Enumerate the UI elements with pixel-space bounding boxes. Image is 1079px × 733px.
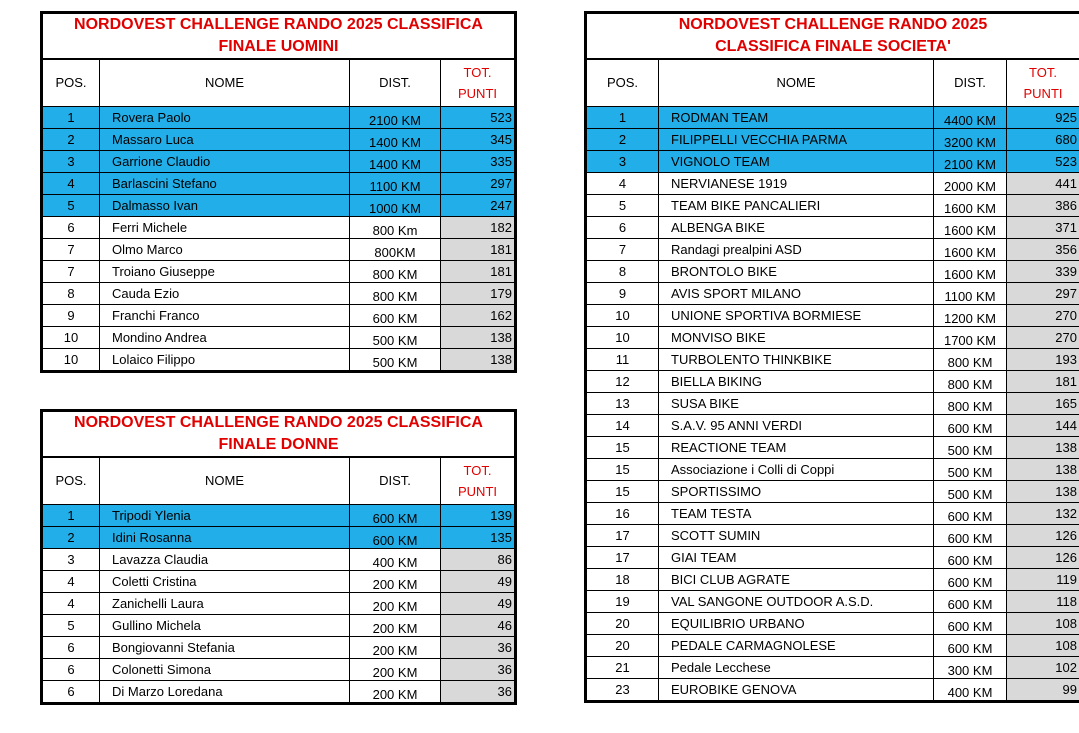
points-cell: 386 (1007, 195, 1079, 217)
header-pos: POS. (42, 59, 100, 107)
points-cell: 181 (1007, 371, 1079, 393)
points-cell: 126 (1007, 525, 1079, 547)
header-name: NOME (659, 59, 934, 107)
table-row (42, 129, 516, 151)
distance-cell: 200 KM (350, 637, 441, 659)
points-cell: 371 (1007, 217, 1079, 239)
distance-cell: 600 KM (934, 525, 1007, 547)
distance-cell: 500 KM (350, 349, 441, 372)
name-cell: TEAM TESTA (659, 503, 934, 525)
distance-cell: 1600 KM (934, 261, 1007, 283)
distance-cell: 500 KM (350, 327, 441, 349)
header-dist: DIST. (350, 457, 441, 505)
distance-cell: 2000 KM (934, 173, 1007, 195)
points-cell: 247 (441, 195, 516, 217)
rank-cell: 6 (586, 217, 659, 239)
rank-cell: 4 (586, 173, 659, 195)
points-cell: 138 (1007, 437, 1079, 459)
rank-cell: 7 (586, 239, 659, 261)
rank-cell: 11 (586, 349, 659, 371)
rank-cell: 13 (586, 393, 659, 415)
table-row (586, 459, 1079, 481)
distance-cell: 600 KM (350, 505, 441, 527)
points-cell: 138 (441, 349, 516, 372)
women-title-line-1: NORDOVEST CHALLENGE RANDO 2025 CLASSIFICA (74, 414, 483, 431)
rank-cell: 4 (42, 173, 100, 195)
rank-cell: 23 (586, 679, 659, 702)
rank-cell: 20 (586, 635, 659, 657)
name-cell: RODMAN TEAM (659, 107, 934, 129)
table-row (42, 173, 516, 195)
name-cell: AVIS SPORT MILANO (659, 283, 934, 305)
table-row (42, 107, 516, 129)
table-row (42, 637, 516, 659)
header-name: NOME (100, 457, 350, 505)
name-cell: Tripodi Ylenia (100, 505, 350, 527)
table-row (42, 505, 516, 527)
rank-cell: 19 (586, 591, 659, 613)
name-cell: Cauda Ezio (100, 283, 350, 305)
rank-cell: 6 (42, 681, 100, 704)
distance-cell: 1100 KM (350, 173, 441, 195)
table-row (586, 283, 1079, 305)
rank-cell: 12 (586, 371, 659, 393)
distance-cell: 600 KM (934, 635, 1007, 657)
points-cell: 523 (441, 107, 516, 129)
rank-cell: 3 (586, 151, 659, 173)
distance-cell: 600 KM (350, 305, 441, 327)
table-row (42, 195, 516, 217)
table-row (586, 151, 1079, 173)
table-row (586, 503, 1079, 525)
name-cell: VIGNOLO TEAM (659, 151, 934, 173)
points-cell: 179 (441, 283, 516, 305)
name-cell: SCOTT SUMIN (659, 525, 934, 547)
table-row (42, 305, 516, 327)
distance-cell: 200 KM (350, 615, 441, 637)
table-row (586, 349, 1079, 371)
teams-ranking-table (584, 11, 1079, 703)
rank-cell: 10 (42, 327, 100, 349)
header-name: NOME (100, 59, 350, 107)
table-row (42, 349, 516, 372)
rank-cell: 5 (42, 615, 100, 637)
points-cell: 132 (1007, 503, 1079, 525)
distance-cell: 800 KM (350, 283, 441, 305)
rank-cell: 6 (42, 217, 100, 239)
name-cell: BRONTOLO BIKE (659, 261, 934, 283)
table-row (42, 327, 516, 349)
name-cell: Massaro Luca (100, 129, 350, 151)
points-cell: 108 (1007, 613, 1079, 635)
table-row (42, 239, 516, 261)
rank-cell: 15 (586, 481, 659, 503)
distance-cell: 200 KM (350, 659, 441, 681)
table-row (586, 173, 1079, 195)
name-cell: SUSA BIKE (659, 393, 934, 415)
points-cell: 135 (441, 527, 516, 549)
table-row (586, 305, 1079, 327)
points-cell: 925 (1007, 107, 1079, 129)
distance-cell: 800 KM (350, 261, 441, 283)
rank-cell: 16 (586, 503, 659, 525)
name-cell: Lavazza Claudia (100, 549, 350, 571)
name-cell: FILIPPELLI VECCHIA PARMA (659, 129, 934, 151)
rank-cell: 5 (42, 195, 100, 217)
rank-cell: 9 (42, 305, 100, 327)
points-cell: 139 (441, 505, 516, 527)
distance-cell: 600 KM (350, 527, 441, 549)
rank-cell: 21 (586, 657, 659, 679)
name-cell: REACTIONE TEAM (659, 437, 934, 459)
table-row (586, 129, 1079, 151)
name-cell: Ferri Michele (100, 217, 350, 239)
table-row (586, 569, 1079, 591)
distance-cell: 2100 KM (934, 151, 1007, 173)
women-ranking-table (40, 409, 517, 705)
header-points (441, 457, 516, 505)
points-cell: 126 (1007, 547, 1079, 569)
table-row (586, 195, 1079, 217)
name-cell: ALBENGA BIKE (659, 217, 934, 239)
table-row (586, 371, 1079, 393)
teams-header-row (586, 59, 1079, 107)
header-points (1007, 59, 1079, 107)
table-row (586, 217, 1079, 239)
name-cell: EQUILIBRIO URBANO (659, 613, 934, 635)
table-row (42, 681, 516, 704)
name-cell: EUROBIKE GENOVA (659, 679, 934, 702)
rank-cell: 15 (586, 459, 659, 481)
table-row (586, 415, 1079, 437)
table-row (586, 107, 1079, 129)
name-cell: Colonetti Simona (100, 659, 350, 681)
teams-title-line-1: NORDOVEST CHALLENGE RANDO 2025 (678, 16, 988, 33)
distance-cell: 800 KM (934, 371, 1007, 393)
header-pos: POS. (586, 59, 659, 107)
name-cell: Lolaico Filippo (100, 349, 350, 372)
rank-cell: 3 (42, 151, 100, 173)
distance-cell: 800 Km (350, 217, 441, 239)
name-cell: Dalmasso Ivan (100, 195, 350, 217)
points-cell: 335 (441, 151, 516, 173)
women-title-line-2: FINALE DONNE (218, 436, 339, 453)
women-header-row (42, 457, 516, 505)
points-cell: 138 (1007, 459, 1079, 481)
points-cell: 181 (441, 239, 516, 261)
name-cell: GIAI TEAM (659, 547, 934, 569)
points-cell: 270 (1007, 327, 1079, 349)
table-row (586, 525, 1079, 547)
distance-cell: 1100 KM (934, 283, 1007, 305)
distance-cell: 300 KM (934, 657, 1007, 679)
rank-cell: 2 (586, 129, 659, 151)
header-points-line-1: TOT. (1029, 65, 1057, 80)
table-row (586, 657, 1079, 679)
rank-cell: 8 (586, 261, 659, 283)
men-header-row (42, 59, 516, 107)
distance-cell: 1600 KM (934, 195, 1007, 217)
rank-cell: 17 (586, 547, 659, 569)
points-cell: 523 (1007, 151, 1079, 173)
rank-cell: 7 (42, 261, 100, 283)
table-row (586, 547, 1079, 569)
name-cell: S.A.V. 95 ANNI VERDI (659, 415, 934, 437)
header-points-line-1: TOT. (463, 463, 492, 478)
rank-cell: 20 (586, 613, 659, 635)
distance-cell: 1200 KM (934, 305, 1007, 327)
points-cell: 270 (1007, 305, 1079, 327)
rank-cell: 6 (42, 637, 100, 659)
name-cell: Rovera Paolo (100, 107, 350, 129)
name-cell: SPORTISSIMO (659, 481, 934, 503)
rank-cell: 10 (42, 349, 100, 372)
men-table-title (42, 13, 516, 60)
distance-cell: 800KM (350, 239, 441, 261)
name-cell: BICI CLUB AGRATE (659, 569, 934, 591)
table-row (42, 615, 516, 637)
rank-cell: 10 (586, 305, 659, 327)
points-cell: 144 (1007, 415, 1079, 437)
distance-cell: 400 KM (350, 549, 441, 571)
name-cell: Troiano Giuseppe (100, 261, 350, 283)
header-points (441, 59, 516, 107)
points-cell: 182 (441, 217, 516, 239)
name-cell: Mondino Andrea (100, 327, 350, 349)
distance-cell: 400 KM (934, 679, 1007, 702)
distance-cell: 1700 KM (934, 327, 1007, 349)
header-points-line-2: PUNTI (458, 484, 497, 499)
rank-cell: 14 (586, 415, 659, 437)
name-cell: Coletti Cristina (100, 571, 350, 593)
distance-cell: 800 KM (934, 393, 1007, 415)
rank-cell: 10 (586, 327, 659, 349)
points-cell: 138 (441, 327, 516, 349)
men-title-line-1: NORDOVEST CHALLENGE RANDO 2025 CLASSIFICA (74, 16, 483, 33)
rank-cell: 6 (42, 659, 100, 681)
points-cell: 36 (441, 681, 516, 704)
table-row (586, 437, 1079, 459)
distance-cell: 2100 KM (350, 107, 441, 129)
women-table-title (42, 411, 516, 458)
rank-cell: 5 (586, 195, 659, 217)
rank-cell: 2 (42, 527, 100, 549)
distance-cell: 500 KM (934, 437, 1007, 459)
header-pos: POS. (42, 457, 100, 505)
name-cell: TEAM BIKE PANCALIERI (659, 195, 934, 217)
table-row (586, 635, 1079, 657)
points-cell: 102 (1007, 657, 1079, 679)
rank-cell: 15 (586, 437, 659, 459)
table-row (586, 393, 1079, 415)
points-cell: 49 (441, 571, 516, 593)
table-row (42, 571, 516, 593)
name-cell: Gullino Michela (100, 615, 350, 637)
name-cell: BIELLA BIKING (659, 371, 934, 393)
rank-cell: 1 (42, 505, 100, 527)
distance-cell: 600 KM (934, 591, 1007, 613)
name-cell: MONVISO BIKE (659, 327, 934, 349)
name-cell: Di Marzo Loredana (100, 681, 350, 704)
distance-cell: 600 KM (934, 415, 1007, 437)
men-ranking-table (40, 11, 517, 373)
distance-cell: 1000 KM (350, 195, 441, 217)
table-row (42, 261, 516, 283)
rank-cell: 17 (586, 525, 659, 547)
distance-cell: 1400 KM (350, 129, 441, 151)
table-row (586, 591, 1079, 613)
points-cell: 118 (1007, 591, 1079, 613)
rank-cell: 4 (42, 571, 100, 593)
table-row (586, 481, 1079, 503)
table-row (42, 593, 516, 615)
header-points-line-2: PUNTI (458, 86, 497, 101)
distance-cell: 600 KM (934, 569, 1007, 591)
name-cell: Zanichelli Laura (100, 593, 350, 615)
name-cell: Idini Rosanna (100, 527, 350, 549)
name-cell: NERVIANESE 1919 (659, 173, 934, 195)
name-cell: VAL SANGONE OUTDOOR A.S.D. (659, 591, 934, 613)
distance-cell: 800 KM (934, 349, 1007, 371)
distance-cell: 500 KM (934, 481, 1007, 503)
table-row (42, 151, 516, 173)
header-points-line-2: PUNTI (1023, 86, 1063, 101)
rank-cell: 3 (42, 549, 100, 571)
distance-cell: 1400 KM (350, 151, 441, 173)
name-cell: PEDALE CARMAGNOLESE (659, 635, 934, 657)
distance-cell: 1600 KM (934, 217, 1007, 239)
points-cell: 49 (441, 593, 516, 615)
table-row (42, 659, 516, 681)
header-dist: DIST. (934, 59, 1007, 107)
name-cell: Bongiovanni Stefania (100, 637, 350, 659)
rank-cell: 9 (586, 283, 659, 305)
points-cell: 297 (441, 173, 516, 195)
name-cell: Pedale Lecchese (659, 657, 934, 679)
distance-cell: 200 KM (350, 593, 441, 615)
points-cell: 36 (441, 637, 516, 659)
teams-table-title (586, 13, 1079, 60)
points-cell: 680 (1007, 129, 1079, 151)
distance-cell: 1600 KM (934, 239, 1007, 261)
header-points-line-1: TOT. (463, 65, 492, 80)
rank-cell: 1 (42, 107, 100, 129)
points-cell: 193 (1007, 349, 1079, 371)
table-row (586, 679, 1079, 702)
name-cell: UNIONE SPORTIVA BORMIESE (659, 305, 934, 327)
points-cell: 138 (1007, 481, 1079, 503)
points-cell: 356 (1007, 239, 1079, 261)
distance-cell: 3200 KM (934, 129, 1007, 151)
distance-cell: 600 KM (934, 613, 1007, 635)
points-cell: 339 (1007, 261, 1079, 283)
points-cell: 297 (1007, 283, 1079, 305)
rank-cell: 4 (42, 593, 100, 615)
distance-cell: 200 KM (350, 571, 441, 593)
points-cell: 99 (1007, 679, 1079, 702)
rank-cell: 2 (42, 129, 100, 151)
name-cell: TURBOLENTO THINKBIKE (659, 349, 934, 371)
points-cell: 181 (441, 261, 516, 283)
men-title-line-2: FINALE UOMINI (218, 38, 339, 55)
table-row (586, 261, 1079, 283)
points-cell: 162 (441, 305, 516, 327)
rank-cell: 8 (42, 283, 100, 305)
name-cell: Franchi Franco (100, 305, 350, 327)
table-row (42, 217, 516, 239)
distance-cell: 500 KM (934, 459, 1007, 481)
table-row (586, 613, 1079, 635)
table-row (42, 527, 516, 549)
rank-cell: 18 (586, 569, 659, 591)
rank-cell: 1 (586, 107, 659, 129)
points-cell: 36 (441, 659, 516, 681)
distance-cell: 600 KM (934, 547, 1007, 569)
name-cell: Olmo Marco (100, 239, 350, 261)
points-cell: 46 (441, 615, 516, 637)
table-row (42, 283, 516, 305)
points-cell: 86 (441, 549, 516, 571)
table-row (586, 327, 1079, 349)
points-cell: 165 (1007, 393, 1079, 415)
rank-cell: 7 (42, 239, 100, 261)
name-cell: Garrione Claudio (100, 151, 350, 173)
distance-cell: 200 KM (350, 681, 441, 704)
distance-cell: 600 KM (934, 503, 1007, 525)
table-row (586, 239, 1079, 261)
name-cell: Associazione i Colli di Coppi (659, 459, 934, 481)
points-cell: 108 (1007, 635, 1079, 657)
points-cell: 441 (1007, 173, 1079, 195)
distance-cell: 4400 KM (934, 107, 1007, 129)
points-cell: 119 (1007, 569, 1079, 591)
teams-title-line-2: CLASSIFICA FINALE SOCIETA' (715, 38, 951, 55)
name-cell: Barlascini Stefano (100, 173, 350, 195)
name-cell: Randagi prealpini ASD (659, 239, 934, 261)
header-dist: DIST. (350, 59, 441, 107)
table-row (42, 549, 516, 571)
points-cell: 345 (441, 129, 516, 151)
